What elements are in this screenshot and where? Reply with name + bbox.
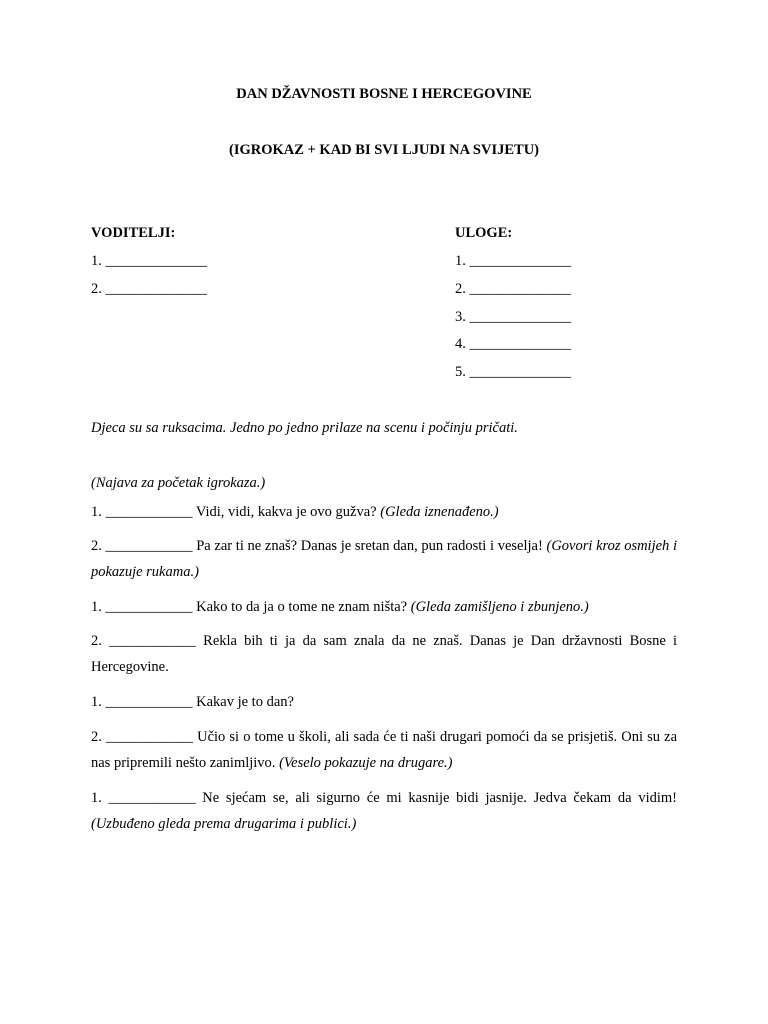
- dialogue-line: [91, 594, 677, 620]
- dialogue-direction: (Govori kroz osmijeh i pokazuje rukama.): [91, 538, 678, 580]
- dialogue-text: Vidi, vidi, kakva je ovo gužva?: [192, 504, 381, 520]
- intro-note: (Najava za početak igrokaza.): [91, 475, 266, 491]
- speaker-blank: 2. ____________: [91, 538, 193, 554]
- role-slot: 2. ______________: [455, 281, 571, 297]
- dialogue-text: Pa zar ti ne znaš? Danas je sretan dan, pun radosti i veselja!: [192, 538, 547, 554]
- dialogue-text: Rekla bih ti ja da sam znala da ne znaš. Danas je Dan državnosti Bosne i Hercegovine.: [91, 633, 677, 675]
- hosts-heading: VODITELJI:: [91, 225, 176, 241]
- dialogue-text: Kako to da ja o tome ne znam ništa?: [192, 599, 411, 615]
- role-slot: 4. ______________: [455, 336, 571, 352]
- host-slot: 1. ______________: [91, 253, 207, 269]
- document-title: DAN DŽAVNOSTI BOSNE I HERCEGOVINE: [236, 86, 532, 102]
- dialogue-line: [91, 628, 677, 680]
- dialogue-direction: (Uzbuđeno gleda prema drugarima i publici.): [91, 816, 357, 832]
- speaker-blank: 1. ____________: [91, 790, 196, 806]
- speaker-blank: 1. ____________: [91, 599, 193, 615]
- role-slot: 1. ______________: [455, 253, 571, 269]
- role-slot: 5. ______________: [455, 364, 571, 380]
- speaker-blank: 2. ____________: [91, 633, 197, 649]
- dialogue-direction: (Gleda iznenađeno.): [380, 504, 499, 520]
- role-slot: 3. ______________: [455, 309, 571, 325]
- dialogue-line: [91, 785, 677, 837]
- dialogue-text: Kakav je to dan?: [192, 694, 294, 710]
- host-slot: 2. ______________: [91, 281, 207, 297]
- document-subtitle: (IGROKAZ + KAD BI SVI LJUDI NA SVIJETU): [229, 142, 539, 158]
- speaker-blank: 1. ____________: [91, 694, 193, 710]
- dialogue-direction: (Gleda zamišljeno i zbunjeno.): [410, 599, 589, 615]
- dialogue-text: Ne sjećam se, ali sigurno će mi kasnije bidi jasnije. Jedva čekam da vidim!: [195, 790, 677, 806]
- roles-heading: ULOGE:: [455, 225, 513, 241]
- dialogue-line: [91, 724, 677, 776]
- dialogue-line: [91, 689, 677, 715]
- dialogue-text: Učio si o tome u školi, ali sada će ti naši drugari pomoći da se prisjetiš. Oni su za nas pripremili nešto zanimljivo.: [91, 729, 678, 771]
- dialogue-line: [91, 533, 677, 585]
- speaker-blank: 2. ____________: [91, 729, 193, 745]
- speaker-blank: 1. ____________: [91, 504, 193, 520]
- dialogue-direction: (Veselo pokazuje na drugare.): [279, 755, 453, 771]
- stage-direction: Djeca su sa ruksacima. Jedno po jedno prilaze na scenu i počinju pričati.: [91, 420, 518, 436]
- dialogue-line: [91, 499, 677, 525]
